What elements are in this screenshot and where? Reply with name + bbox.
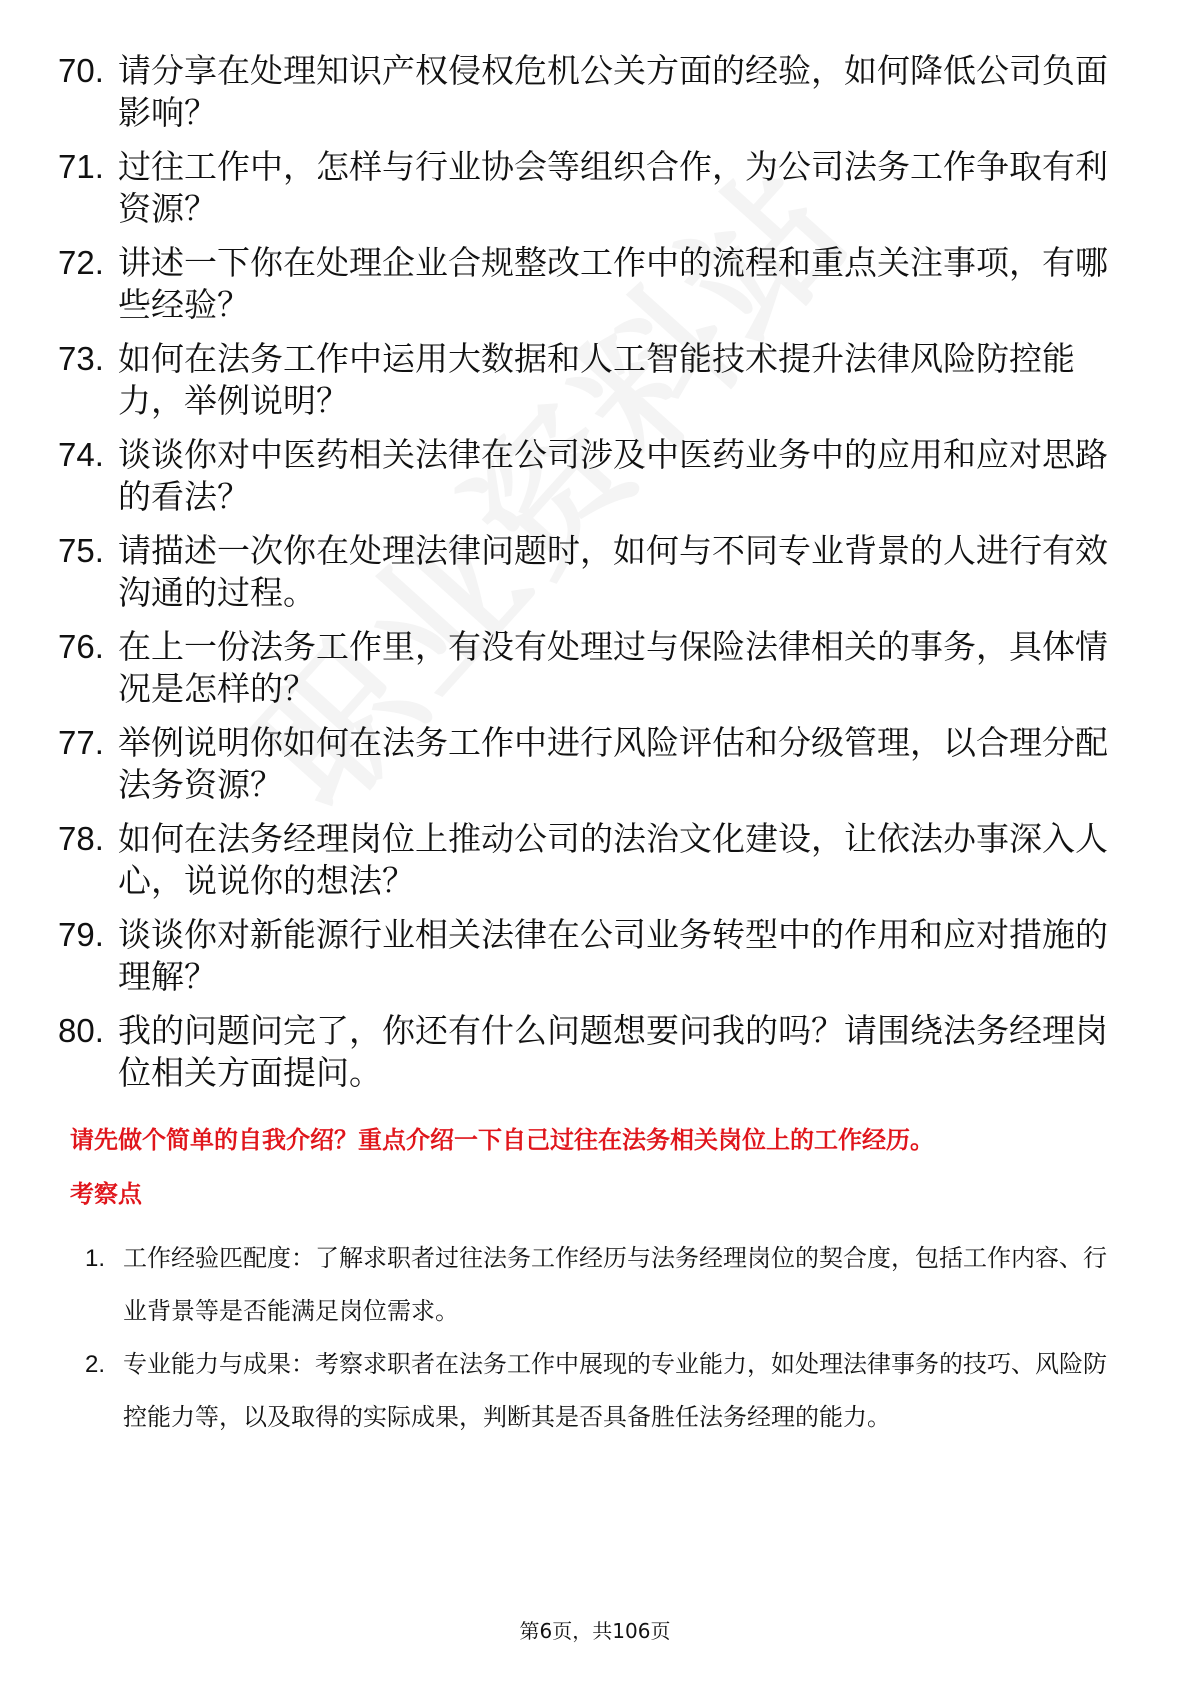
question-item: [58, 818, 1118, 902]
point-text: 专业能力与成果：考察求职者在法务工作中展现的专业能力，如处理法律事务的技巧、风险防控能力等，以及取得的实际成果，判断其是否具备胜任法务经理的能力。: [123, 1350, 1107, 1431]
question-number: 75.: [58, 532, 104, 569]
question-number: 73.: [58, 340, 104, 377]
question-number: 80.: [58, 1012, 104, 1049]
section-title: 考察点: [70, 1180, 142, 1208]
evaluation-points-list: [85, 1232, 1115, 1444]
point-number: 2.: [85, 1351, 106, 1378]
evaluation-point: [85, 1338, 1115, 1444]
question-item: [58, 338, 1118, 422]
question-text: 如何在法务经理岗位上推动公司的法治文化建设，让依法办事深入人心，说说你的想法？: [118, 819, 1108, 900]
evaluation-point: [85, 1232, 1115, 1338]
question-item: [58, 626, 1118, 710]
question-text: 我的问题问完了，你还有什么问题想要问我的吗？请围绕法务经理岗位相关方面提问。: [118, 1011, 1108, 1092]
question-text: 过往工作中，怎样与行业协会等组织合作，为公司法务工作争取有利资源？: [118, 147, 1108, 228]
question-text: 如何在法务工作中运用大数据和人工智能技术提升法律风险防控能力，举例说明？: [118, 339, 1075, 420]
question-item: [58, 722, 1118, 806]
question-number: 74.: [58, 436, 104, 473]
question-item: [58, 434, 1118, 518]
question-item: [58, 914, 1118, 998]
question-text: 举例说明你如何在法务工作中进行风险评估和分级管理，以合理分配法务资源？: [118, 723, 1108, 804]
question-list: [58, 50, 1118, 1106]
question-item: [58, 146, 1118, 230]
question-text: 谈谈你对新能源行业相关法律在公司业务转型中的作用和应对措施的理解？: [118, 915, 1108, 996]
question-text: 请分享在处理知识产权侵权危机公关方面的经验，如何降低公司负面影响？: [118, 51, 1108, 132]
question-number: 77.: [58, 724, 104, 761]
question-item: [58, 50, 1118, 134]
question-item: [58, 530, 1118, 614]
question-text: 讲述一下你在处理企业合规整改工作中的流程和重点关注事项，有哪些经验？: [118, 243, 1108, 324]
question-text: 请描述一次你在处理法律问题时，如何与不同专业背景的人进行有效沟通的过程。: [118, 531, 1108, 612]
page-footer: 第6页，共106页: [519, 1619, 671, 1643]
point-text: 工作经验匹配度：了解求职者过往法务工作经历与法务经理岗位的契合度，包括工作内容、行业背景等是否能满足岗位需求。: [123, 1244, 1107, 1325]
question-number: 71.: [58, 148, 104, 185]
question-number: 76.: [58, 628, 104, 665]
highlight-question: 请先做个简单的自我介绍？重点介绍一下自己过往在法务相关岗位上的工作经历。: [70, 1126, 934, 1154]
question-number: 70.: [58, 52, 104, 89]
question-number: 78.: [58, 820, 104, 857]
question-text: 在上一份法务工作里，有没有处理过与保险法律相关的事务，具体情况是怎样的？: [118, 627, 1108, 708]
question-text: 谈谈你对中医药相关法律在公司涉及中医药业务中的应用和应对思路的看法？: [118, 435, 1108, 516]
question-item: [58, 1010, 1118, 1094]
question-number: 72.: [58, 244, 104, 281]
point-number: 1.: [85, 1245, 106, 1272]
question-number: 79.: [58, 916, 104, 953]
question-item: [58, 242, 1118, 326]
